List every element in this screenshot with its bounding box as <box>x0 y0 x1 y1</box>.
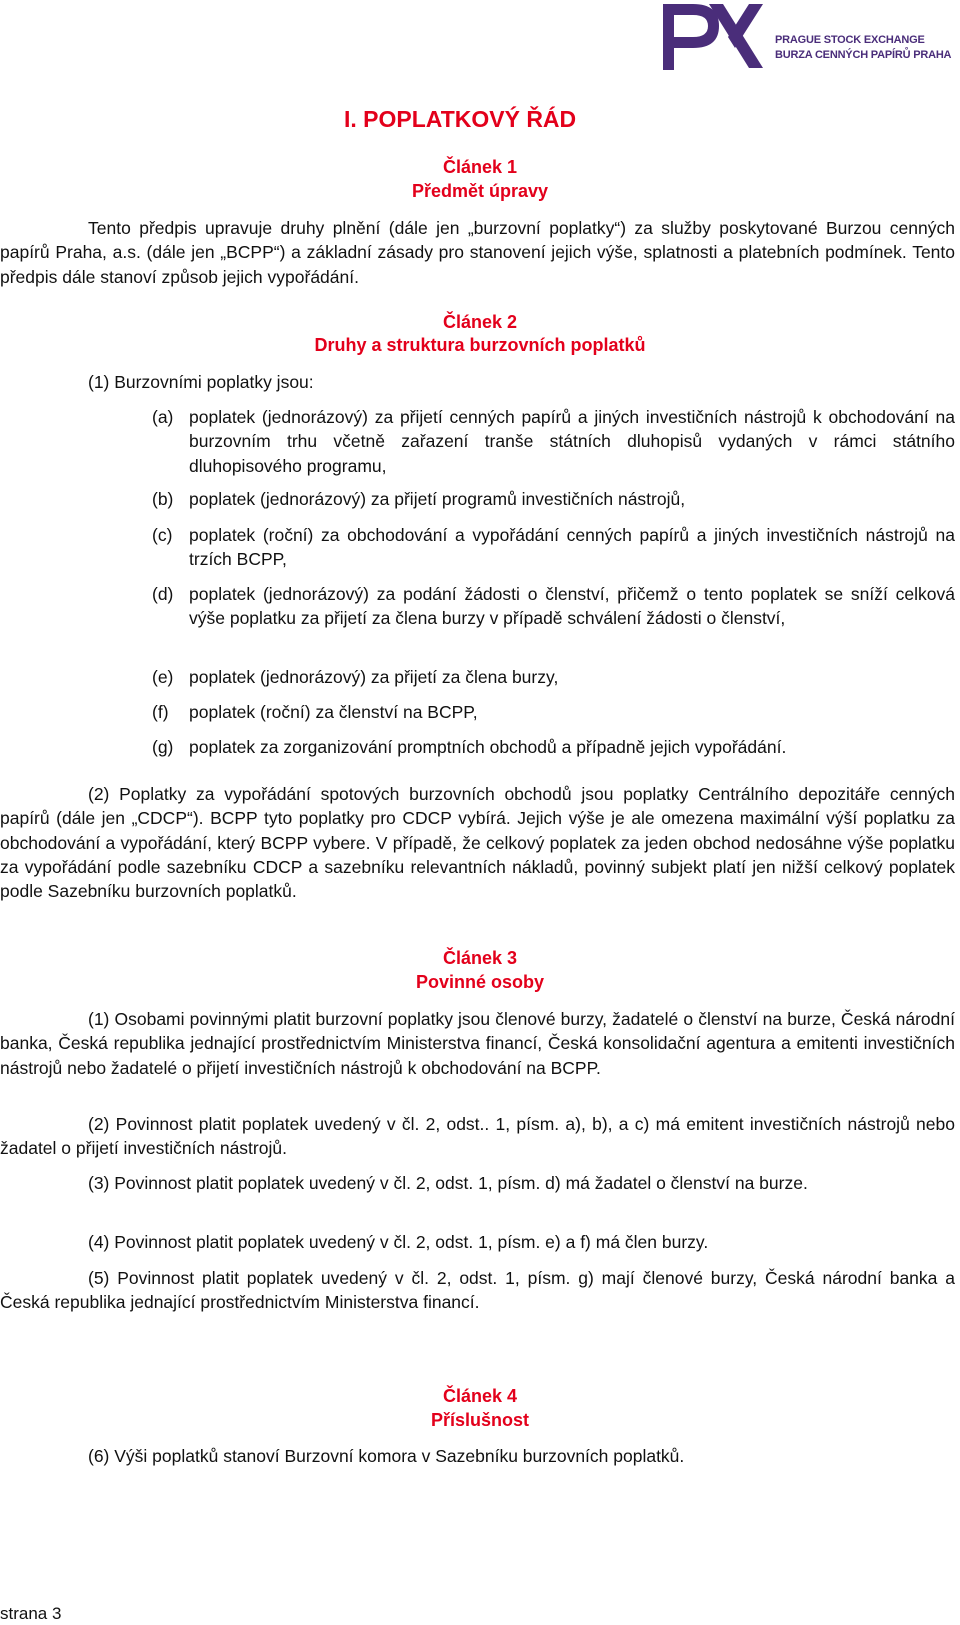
article-2-number: Článek 2 <box>442 312 518 332</box>
logo-line-2: BURZA CENNÝCH PAPÍRŮ PRAHA <box>775 49 952 61</box>
article-1-text: Tento předpis upravuje druhy plnění (dále jen „burzovní poplatky“) za služby poskytované Burzou cenných papírů Praha, a.s. (dále jen „BCPP“) a základní zásady pro stanovení jejich výše, splatnosti a platebních podmínek. Tento předpis dále stanoví způsob jejich vypořádání. <box>0 218 955 287</box>
pse-logo <box>663 2 960 74</box>
item-text-g: poplatek za zorganizování promptních obchodů a případně jejich vypořádání. <box>189 737 787 757</box>
article-4-number: Článek 4 <box>442 1386 518 1406</box>
px-logo-icon <box>663 2 763 74</box>
document-title: I. POPLATKOVÝ ŘÁD <box>344 106 577 132</box>
item-text-d: poplatek (jednorázový) za podání žádosti o členství, přičemž o tento poplatek se sníží celková výše poplatku za přijetí za člena burzy v případě schválení žádosti o členství, <box>189 584 955 629</box>
article-3-para-2: (2) Povinnost platit poplatek uvedený v čl. 2, odst.. 1, písm. a), b), a c) má emitent investičních nástrojů nebo žadatel o přijetí investičních nástrojů. <box>0 1114 955 1159</box>
logo-text <box>775 33 951 63</box>
item-text-b: poplatek (jednorázový) za přijetí programů investičních nástrojů, <box>189 489 686 509</box>
logo-line-1: PRAGUE STOCK EXCHANGE <box>775 34 925 46</box>
article-3-para-1: (1) Osobami povinnými platit burzovní poplatky jsou členové burzy, žadatelé o členství na burze, Česká národní banka, Česká republika jednající prostřednictvím Ministerstva financí, Česká konsolidační agentura a emitenti investičních nástrojů nebo žadatelé o přijetí investičních nástrojů k obchodování na BCPP. <box>0 1009 955 1078</box>
article-1-number: Článek 1 <box>442 157 518 177</box>
article-3-para-4: (4) Povinnost platit poplatek uvedený v čl. 2, odst. 1, písm. e) a f) má člen burzy. <box>88 1232 709 1252</box>
article-2-name: Druhy a struktura burzovních poplatků <box>314 335 646 355</box>
article-4-text: (6) Výši poplatků stanoví Burzovní komora v Sazebníku burzovních poplatků. <box>88 1446 685 1466</box>
item-label-e: (e) <box>152 667 174 687</box>
item-label-d: (d) <box>152 584 174 604</box>
article-3-number: Článek 3 <box>442 948 518 968</box>
article-1-name: Předmět úpravy <box>411 181 549 201</box>
item-text-e: poplatek (jednorázový) za přijetí za člena burzy, <box>189 667 559 687</box>
article-3-name: Povinné osoby <box>415 972 545 992</box>
item-label-g: (g) <box>152 737 174 757</box>
item-text-f: poplatek (roční) za členství na BCPP, <box>189 702 478 722</box>
item-label-f: (f) <box>152 702 169 722</box>
item-label-a: (a) <box>152 407 174 427</box>
article-3-para-3: (3) Povinnost platit poplatek uvedený v čl. 2, odst. 1, písm. d) má žadatel o členství na burze. <box>88 1173 808 1193</box>
item-text-c: poplatek (roční) za obchodování a vypořádání cenných papírů a jiných investičních nástrojů na trzích BCPP, <box>189 525 955 570</box>
article-2-para-2: (2) Poplatky za vypořádání spotových burzovních obchodů jsou poplatky Centrálního depozitáře cenných papírů (dále jen „CDCP“). BCPP tyto poplatky pro CDCP vybírá. Jejich výše je ale omezena maximální výší poplatku za obchodování a vypořádání, který BCPP vybere. V případě, že celkový poplatek za jeden obchod nedosáhne výše poplatku za vypořádání podle sazebníku CDCP a sazebníku relevantních nákladů, povinný subjekt platí jen nižší celkový poplatek podle Sazebníku burzovních poplatků. <box>0 784 955 902</box>
item-label-c: (c) <box>152 525 173 545</box>
article-3-para-5: (5) Povinnost platit poplatek uvedený v čl. 2, odst. 1, písm. g) mají členové burzy, Česká národní banka a Česká republika jednající prostřednictvím Ministerstva financí. <box>0 1268 955 1313</box>
page-number: strana 3 <box>0 1604 62 1623</box>
item-text-a: poplatek (jednorázový) za přijetí cenných papírů a jiných investičních nástrojů k obchodování na burzovním trhu včetně zařazení tranše státních dluhopisů vydaných v rámci státního dluhopisového programu, <box>189 407 955 476</box>
article-2-intro: (1) Burzovními poplatky jsou: <box>88 372 314 392</box>
article-4-name: Příslušnost <box>430 1410 530 1430</box>
item-label-b: (b) <box>152 489 174 509</box>
